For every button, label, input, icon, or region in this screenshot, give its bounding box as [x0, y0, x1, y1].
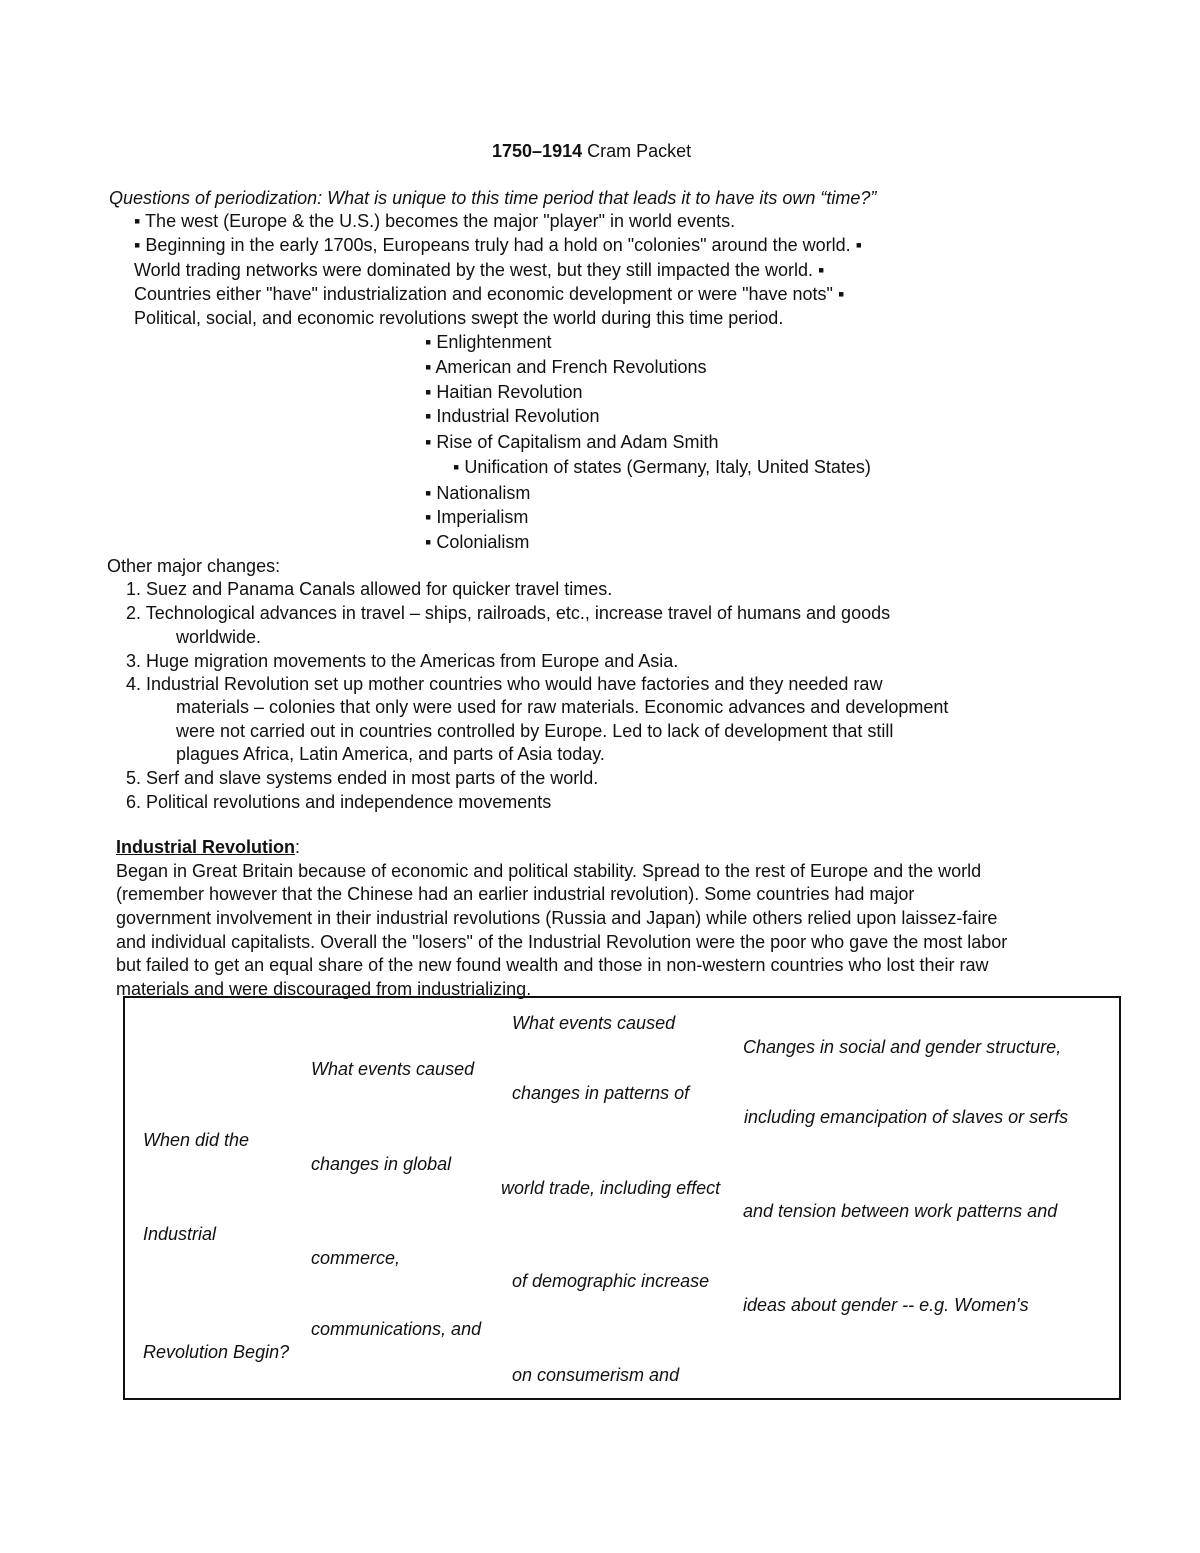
change-item-cont: were not carried out in countries controlled by Europe. Led to lack of development that still	[176, 721, 894, 741]
change-item: 3. Huge migration movements to the Americas from Europe and Asia.	[126, 651, 679, 671]
industrial-paragraph-line: Began in Great Britain because of economic and political stability. Spread to the rest of Europe and the world	[116, 861, 982, 881]
industrial-heading-text: Industrial Revolution	[116, 837, 296, 857]
revolution-item: ▪ Industrial Revolution	[425, 406, 600, 426]
table-cell-col1: Revolution Begin?	[143, 1342, 290, 1362]
change-item: 4. Industrial Revolution set up mother countries who would have factories and they needed raw	[126, 674, 883, 694]
revolution-item: ▪ Nationalism	[425, 483, 531, 503]
industrial-heading	[116, 836, 300, 858]
title-years: 1750–1914	[492, 141, 583, 161]
table-cell-col2: What events caused	[311, 1059, 475, 1079]
changes-heading: Other major changes:	[107, 556, 281, 576]
industrial-paragraph-line: but failed to get an equal share of the new found wealth and those in non-western countries who lost their raw	[116, 955, 989, 975]
change-item: 1. Suez and Panama Canals allowed for quicker travel times.	[126, 579, 613, 599]
table-cell-col3: world trade, including effect	[501, 1178, 721, 1198]
intro-line: ▪ The west (Europe & the U.S.) becomes the major "player" in world events.	[134, 211, 736, 231]
table-cell-col3: changes in patterns of	[512, 1083, 690, 1103]
change-item-cont: plagues Africa, Latin America, and parts of Asia today.	[176, 744, 605, 764]
page-title	[492, 140, 691, 162]
table-cell-col3: What events caused	[512, 1013, 676, 1033]
industrial-paragraph-line: and individual capitalists. Overall the "losers" of the Industrial Revolution were the poor who gave the most labor	[116, 932, 1008, 952]
revolution-item: ▪ Haitian Revolution	[425, 382, 583, 402]
revolution-item: ▪ Rise of Capitalism and Adam Smith	[425, 432, 719, 452]
revolution-item: ▪ Colonialism	[425, 532, 530, 552]
table-cell-col4: and tension between work patterns and	[743, 1201, 1058, 1221]
table-cell-col3: of demographic increase	[512, 1271, 710, 1291]
table-cell-col2: changes in global	[311, 1154, 452, 1174]
intro-line: Political, social, and economic revolutions swept the world during this time period.	[134, 308, 784, 328]
intro-line: ▪ Beginning in the early 1700s, Europeans truly had a hold on "colonies" around the world. ▪	[134, 235, 863, 255]
table-cell-col1: When did the	[143, 1130, 250, 1150]
revolution-item: ▪ Enlightenment	[425, 332, 552, 352]
revolution-item: ▪ Imperialism	[425, 507, 529, 527]
table-cell-col4: ideas about gender -- e.g. Women's	[743, 1295, 1029, 1315]
table-cell-col1: Industrial	[143, 1224, 217, 1244]
periodization-question: Questions of periodization: What is unique to this time period that leads it to have its own “time?”	[109, 188, 877, 208]
change-item: 6. Political revolutions and independence movements	[126, 792, 552, 812]
title-rest: Cram Packet	[582, 141, 692, 161]
intro-line: World trading networks were dominated by the west, but they still impacted the world. ▪	[134, 260, 825, 280]
change-item: 2. Technological advances in travel – ships, railroads, etc., increase travel of humans and goods	[126, 603, 891, 623]
intro-line: Countries either "have" industrialization and economic development or were "have nots" ▪	[134, 284, 845, 304]
table-cell-col2: communications, and	[311, 1319, 482, 1339]
table-cell-col4: including emancipation of slaves or serfs	[744, 1107, 1069, 1127]
table-cell-col3: on consumerism and	[512, 1365, 680, 1385]
industrial-paragraph-line: materials and were discouraged from industrializing.	[116, 979, 532, 999]
change-item-cont: materials – colonies that only were used for raw materials. Economic advances and development	[176, 697, 949, 717]
industrial-heading-colon: :	[295, 837, 301, 857]
industrial-paragraph-line: (remember however that the Chinese had an earlier industrial revolution). Some countries had major	[116, 884, 915, 904]
revolution-subitem: ▪ Unification of states (Germany, Italy, United States)	[453, 457, 871, 477]
table-cell-col2: commerce,	[311, 1248, 401, 1268]
change-item: 5. Serf and slave systems ended in most parts of the world.	[126, 768, 599, 788]
revolution-item: ▪ American and French Revolutions	[425, 357, 707, 377]
industrial-paragraph-line: government involvement in their industrial revolutions (Russia and Japan) while others relied upon laissez-faire	[116, 908, 998, 928]
table-cell-col4: Changes in social and gender structure,	[743, 1037, 1062, 1057]
change-item-cont: worldwide.	[176, 627, 262, 647]
